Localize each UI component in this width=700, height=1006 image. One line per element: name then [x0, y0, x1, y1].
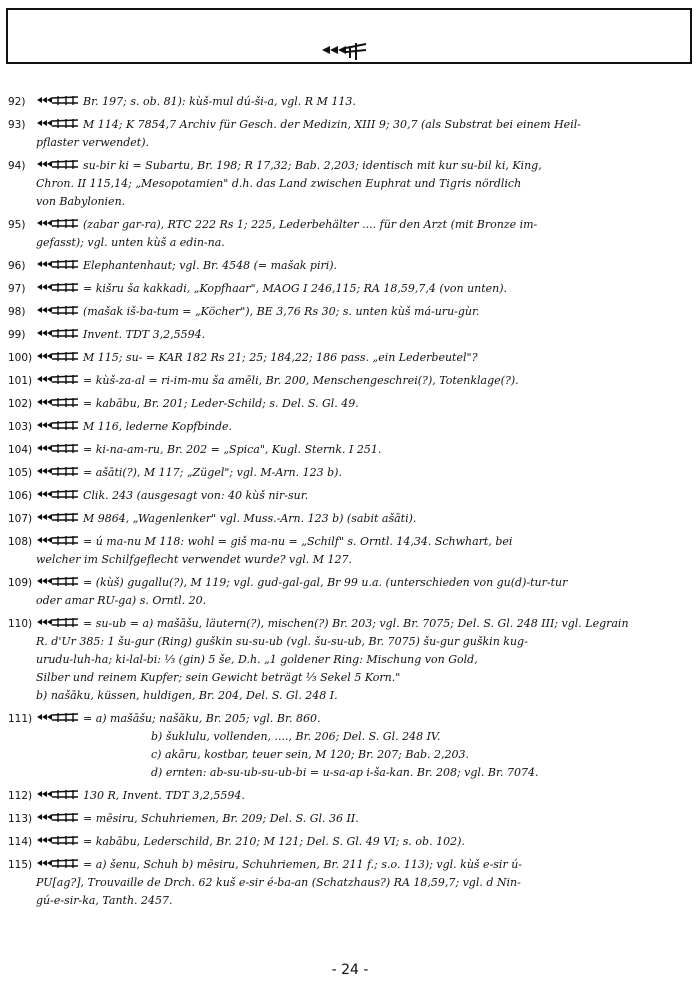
entry-subline: d) ernten: ab-su-ub-su-ub-bi = u-sa-ap i-ša-kan. Br. 208; vgl. Br. 7074.: [151, 766, 539, 779]
entry-item: [0, 257, 700, 275]
entry-item: [0, 93, 700, 111]
entry-text: = a) mašāšu; našāku, Br. 205; vgl. Br. 860.: [83, 712, 321, 725]
cuneiform-sign-icon: [36, 374, 83, 387]
entry-line: [36, 510, 688, 528]
entry-line: [36, 234, 688, 252]
entry-line: [36, 810, 688, 828]
entry-text: = su-ub = a) mašāšu, läutern(?), mischen(?) Br. 203; vgl. Br. 7075; Del. S. Gl. 248 III; vgl. Legrain: [83, 617, 629, 630]
entry-item: [0, 326, 700, 344]
entry-text: = kabābu, Br. 201; Leder-Schild; s. Del. S. Gl. 49.: [83, 397, 359, 410]
entry-line: [36, 551, 688, 569]
entry-number: 98): [8, 306, 26, 318]
entry-line: [36, 349, 688, 367]
entry-item: [0, 157, 700, 211]
cuneiform-sign-icon: [36, 282, 83, 295]
entry-line: [36, 487, 688, 505]
cuneiform-sign-icon: [36, 218, 83, 231]
cuneiform-sign-icon: [36, 835, 83, 848]
entry-item: [0, 833, 700, 851]
cuneiform-sign-icon: [36, 858, 83, 871]
cuneiform-sign-icon: [320, 40, 368, 62]
entry-line: [36, 395, 688, 413]
entry-item: [0, 856, 700, 910]
entry-text: PU[ag?], Trouvaille de Drch. 62 kuš e-sir é-ba-an (Schatzhaus?) RA 18,59,7; vgl. d Nin-: [36, 876, 521, 889]
entry-text: (zabar gar-ra), RTC 222 Rs 1; 225, Lederbehälter .... für den Arzt (mit Bronze im-: [83, 218, 538, 231]
entry-item: [0, 372, 700, 390]
cuneiform-sign-icon: [36, 305, 83, 318]
entry-line: [36, 464, 688, 482]
entry-text: gú-e-sir-ka, Tanth. 2457.: [36, 894, 173, 907]
entry-text: = kišru ša kakkadi, „Kopfhaar", MAOG I 246,115; RA 18,59,7,4 (von unten).: [83, 282, 508, 295]
entry-line: [36, 874, 688, 892]
entry-number: 114): [8, 836, 33, 848]
cuneiform-sign-icon: [36, 576, 83, 589]
entry-line: [36, 193, 688, 211]
cuneiform-sign-icon: [36, 351, 83, 364]
entry-number: 113): [8, 813, 33, 825]
entry-line: [36, 257, 688, 275]
entry-number: 100): [8, 352, 33, 364]
entry-line: [36, 651, 688, 669]
entry-line: [36, 372, 688, 390]
cuneiform-sign-icon: [36, 512, 83, 525]
entry-number: 94): [8, 160, 26, 172]
entry-item: [0, 510, 700, 528]
entry-text: M 115; su- = KAR 182 Rs 21; 25; 184,22; 186 pass. „ein Lederbeutel"?: [83, 351, 478, 364]
entry-number: 115): [8, 859, 33, 871]
entry-number: 111): [8, 713, 33, 725]
entry-line: [36, 303, 688, 321]
entry-line: [36, 856, 688, 874]
entry-item: [0, 216, 700, 252]
entry-text: = kùš-za-al = ri-im-mu ša amēli, Br. 200, Menschengeschrei(?), Totenklage(?).: [83, 374, 519, 387]
entry-item: [0, 280, 700, 298]
header-box: [6, 8, 692, 64]
entry-line: [36, 592, 688, 610]
entry-item: [0, 349, 700, 367]
entry-number: 110): [8, 618, 33, 630]
entry-line: [36, 280, 688, 298]
entry-number: 95): [8, 219, 26, 231]
entry-line: [36, 533, 688, 551]
entry-line: [36, 787, 688, 805]
entry-text: = ki-na-am-ru, Br. 202 = „Spica", Kugl. Sternk. I 251.: [83, 443, 382, 456]
entry-text: = a) šenu, Schuh b) mēsiru, Schuhriemen, Br. 211 f.; s.o. 113); vgl. kùš e-sir ú-: [83, 858, 523, 871]
entry-text: = mēsiru, Schuhriemen, Br. 209; Del. S. Gl. 36 II.: [83, 812, 359, 825]
entry-line: [36, 134, 688, 152]
entry-line: [36, 175, 688, 193]
cuneiform-sign-icon: [36, 617, 83, 630]
cuneiform-sign-icon: [36, 95, 83, 108]
cuneiform-sign-icon: [36, 535, 83, 548]
cuneiform-sign-icon: [36, 443, 83, 456]
entry-text: M 114; K 7854,7 Archiv für Gesch. der Medizin, XIII 9; 30,7 (als Substrat bei einem Heil-: [83, 118, 581, 131]
cuneiform-sign-icon: [36, 489, 83, 502]
entry-text: Invent. TDT 3,2,5594.: [83, 328, 206, 341]
cuneiform-sign-icon: [36, 466, 83, 479]
entry-text: gefasst); vgl. unten kùš a edin-na.: [36, 236, 225, 249]
entry-line: [36, 687, 688, 705]
cuneiform-sign-icon: [36, 789, 83, 802]
entry-list: [0, 93, 700, 915]
entry-number: 106): [8, 490, 33, 502]
entry-number: 103): [8, 421, 33, 433]
entry-number: 108): [8, 536, 33, 548]
cuneiform-sign-icon: [36, 328, 83, 341]
entry-item: [0, 533, 700, 569]
entry-item: [0, 574, 700, 610]
cuneiform-sign-icon: [36, 118, 83, 131]
entry-text: Br. 197; s. ob. 81): kùš-mul dú-ši-a, vgl. R M 113.: [83, 95, 356, 108]
entry-item: [0, 116, 700, 152]
cuneiform-sign-icon: [36, 397, 83, 410]
entry-text: = (kùš) gugallu(?), M 119; vgl. gud-gal-gal, Br 99 u.a. (unterschieden von gu(d)-tur-tur: [83, 576, 568, 589]
entry-item: [0, 710, 700, 782]
entry-item: [0, 303, 700, 321]
entry-text: M 9864, „Wagenlenker" vgl. Muss.-Arn. 123 b) (sabit ašāti).: [83, 512, 417, 525]
entry-line: [36, 418, 688, 436]
entry-line: [36, 669, 688, 687]
cuneiform-sign-icon: [36, 420, 83, 433]
entry-item: [0, 810, 700, 828]
entry-text: b) našāku, küssen, huldigen, Br. 204, Del. S. Gl. 248 I.: [36, 689, 338, 702]
entry-text: Elephantenhaut; vgl. Br. 4548 (= mašak piri).: [83, 259, 338, 272]
entry-number: 105): [8, 467, 33, 479]
entry-item: [0, 487, 700, 505]
entry-line: [36, 116, 688, 134]
entry-line: [36, 833, 688, 851]
entry-text: Silber und reinem Kupfer; sein Gewicht beträgt ⅓ Sekel 5 Korn.": [36, 671, 401, 684]
entry-text: 130 R, Invent. TDT 3,2,5594.: [83, 789, 245, 802]
entry-number: 102): [8, 398, 33, 410]
entry-line: [36, 441, 688, 459]
entry-item: [0, 395, 700, 413]
entry-text: = kabābu, Lederschild, Br. 210; M 121; Del. S. Gl. 49 VI; s. ob. 102).: [83, 835, 465, 848]
entry-text: R. d'Ur 385: 1 šu-gur (Ring) guškin su-su-ub (vgl. šu-su-ub, Br. 7075) šu-gur guškin kug-: [36, 635, 528, 648]
entry-subline: c) akāru, kostbar, teuer sein, M 120; Br. 207; Bab. 2,203.: [151, 748, 470, 761]
entry-line: [36, 633, 688, 651]
entry-number: 107): [8, 513, 33, 525]
entry-number: 92): [8, 96, 26, 108]
entry-item: [0, 441, 700, 459]
entry-number: 99): [8, 329, 26, 341]
entry-number: 101): [8, 375, 33, 387]
entry-text: = ašāti(?), M 117; „Zügel"; vgl. M-Arn. 123 b).: [83, 466, 342, 479]
entry-line: [36, 892, 688, 910]
entry-text: M 116, lederne Kopfbinde.: [83, 420, 233, 433]
entry-line: [36, 574, 688, 592]
entry-number: 112): [8, 790, 33, 802]
entry-item: [0, 615, 700, 705]
entry-number: 96): [8, 260, 26, 272]
entry-line: [36, 326, 688, 344]
entry-item: [0, 418, 700, 436]
entry-text: Clik. 243 (ausgesagt von: 40 kùš nir-sur.: [83, 489, 309, 502]
entry-subline: b) šuklulu, vollenden, ...., Br. 206; Del. S. Gl. 248 IV.: [151, 730, 441, 743]
entry-item: [0, 787, 700, 805]
entry-line: [36, 216, 688, 234]
entry-text: urudu-luh-ha; ki-lal-bi: ⅓ (gin) 5 še, D.h. „1 goldener Ring: Mischung von Gold,: [36, 653, 478, 666]
entry-text: oder amar RU-ga) s. Orntl. 20.: [36, 594, 207, 607]
cuneiform-sign-icon: [36, 812, 83, 825]
entry-line: [36, 157, 688, 175]
entry-line: [36, 615, 688, 633]
cuneiform-sign-icon: [36, 259, 83, 272]
entry-text: welcher im Schilfgeflecht verwendet wurde? vgl. M 127.: [36, 553, 353, 566]
entry-text: Chron. II 115,14; „Mesopotamien" d.h. das Land zwischen Euphrat und Tigris nördlich: [36, 177, 522, 190]
cuneiform-sign-icon: [36, 712, 83, 725]
entry-text: (mašak iš-ba-tum = „Köcher"), BE 3,76 Rs 30; s. unten kùš má-uru-gùr.: [83, 305, 480, 318]
entry-line: [36, 710, 688, 728]
entry-item: [0, 464, 700, 482]
entry-text: von Babylonien.: [36, 195, 126, 208]
entry-text: pflaster verwendet).: [36, 136, 150, 149]
entry-line: [36, 93, 688, 111]
entry-number: 104): [8, 444, 33, 456]
entry-text: = ú ma-nu M 118: wohl = giš ma-nu = „Schilf" s. Orntl. 14,34. Schwhart, bei: [83, 535, 513, 548]
page-number: - 24 -: [331, 962, 369, 978]
entry-number: 109): [8, 577, 33, 589]
entry-number: 97): [8, 283, 26, 295]
entry-number: 93): [8, 119, 26, 131]
entry-text: su-bir ki = Subartu, Br. 198; R 17,32; Bab. 2,203; identisch mit kur su-bil ki, King,: [83, 159, 542, 172]
cuneiform-sign-icon: [36, 159, 83, 172]
